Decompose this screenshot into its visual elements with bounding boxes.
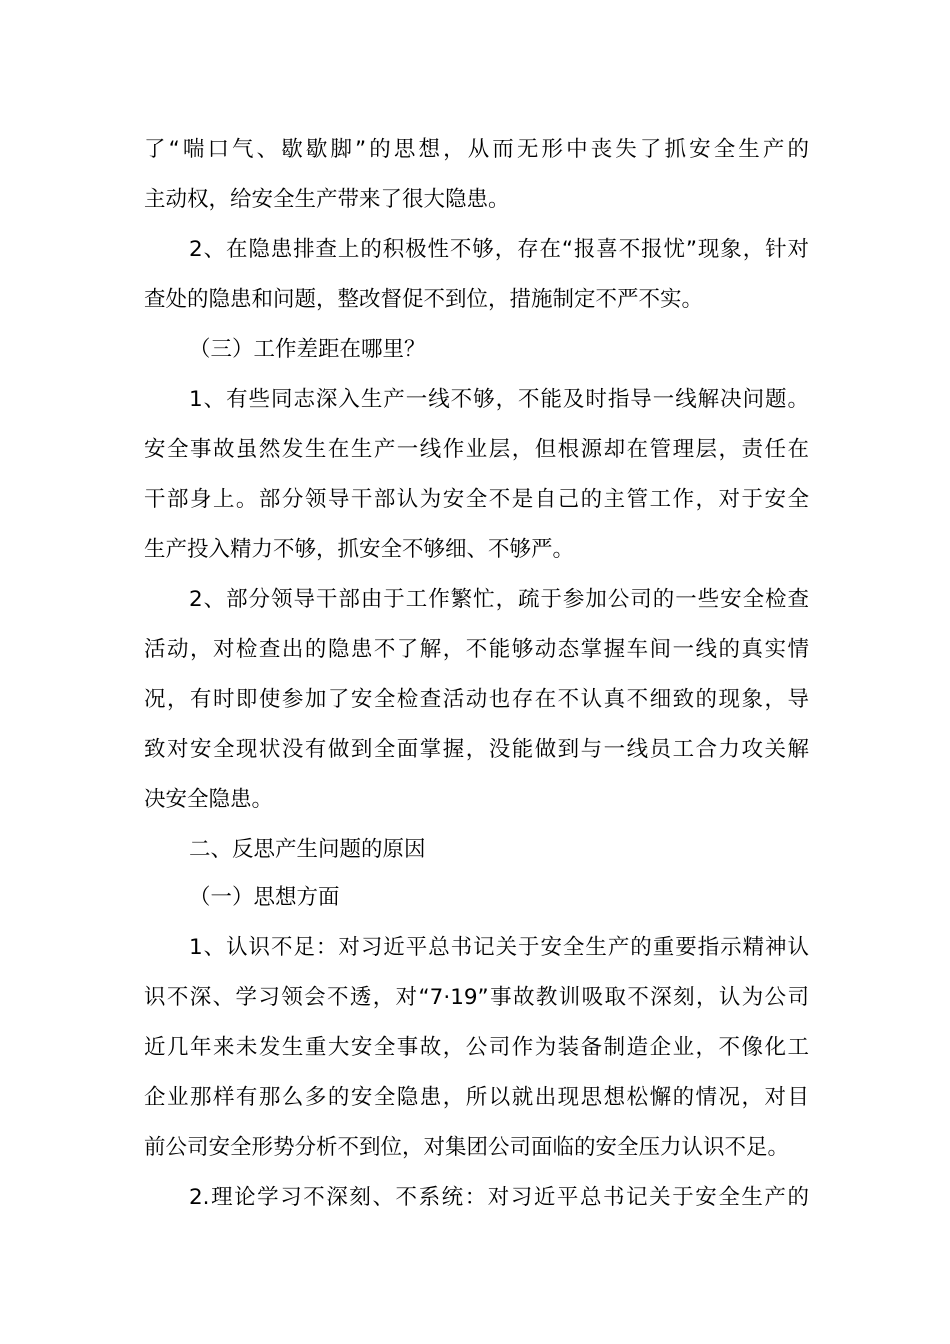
paragraph-line: 2、部分领导干部由于工作繁忙，疏于参加公司的一些安全检查 bbox=[189, 587, 809, 612]
paragraph-line: 况，有时即使参加了安全检查活动也存在不认真不细致的现象，导 bbox=[144, 687, 809, 712]
paragraph-line: 决安全隐患。 bbox=[144, 787, 274, 812]
paragraph-line: 安全事故虽然发生在生产一线作业层，但根源却在管理层，责任在 bbox=[144, 437, 809, 462]
paragraph-line: 近几年来未发生重大安全事故，公司作为装备制造企业，不像化工 bbox=[144, 1035, 809, 1060]
section-heading: 二、反思产生问题的原因 bbox=[189, 837, 426, 862]
paragraph-line: 活动，对检查出的隐患不了解，不能够动态掌握车间一线的真实情 bbox=[144, 637, 809, 662]
paragraph-line: 1、认识不足：对习近平总书记关于安全生产的重要指示精神认 bbox=[189, 935, 809, 960]
paragraph-line: 企业那样有那么多的安全隐患，所以就出现思想松懈的情况，对目 bbox=[144, 1085, 809, 1110]
paragraph-line: 查处的隐患和问题，整改督促不到位，措施制定不严不实。 bbox=[144, 287, 704, 312]
subsection-heading: （一）思想方面 bbox=[189, 885, 340, 910]
paragraph-line: 主动权，给安全生产带来了很大隐患。 bbox=[144, 187, 510, 212]
paragraph-line: 干部身上。部分领导干部认为安全不是自己的主管工作，对于安全 bbox=[144, 487, 809, 512]
paragraph-line: 生产投入精力不够，抓安全不够细、不够严。 bbox=[144, 537, 575, 562]
section-heading: （三）工作差距在哪里？ bbox=[189, 337, 426, 362]
paragraph-line: 识不深、学习领会不透，对“7·19”事故教训吸取不深刻，认为公司 bbox=[144, 985, 809, 1010]
paragraph-line: 2、在隐患排查上的积极性不够，存在“报喜不报忧”现象，针对 bbox=[189, 237, 809, 262]
paragraph-line: 前公司安全形势分析不到位，对集团公司面临的安全压力认识不足。 bbox=[144, 1135, 790, 1160]
paragraph-line: 2.理论学习不深刻、不系统：对习近平总书记关于安全生产的 bbox=[189, 1185, 809, 1210]
paragraph-line: 了“喘口气、歇歇脚”的思想，从而无形中丧失了抓安全生产的 bbox=[144, 137, 809, 162]
paragraph-line: 1、有些同志深入生产一线不够，不能及时指导一线解决问题。 bbox=[189, 387, 809, 412]
paragraph-line: 致对安全现状没有做到全面掌握，没能做到与一线员工合力攻关解 bbox=[144, 737, 809, 762]
